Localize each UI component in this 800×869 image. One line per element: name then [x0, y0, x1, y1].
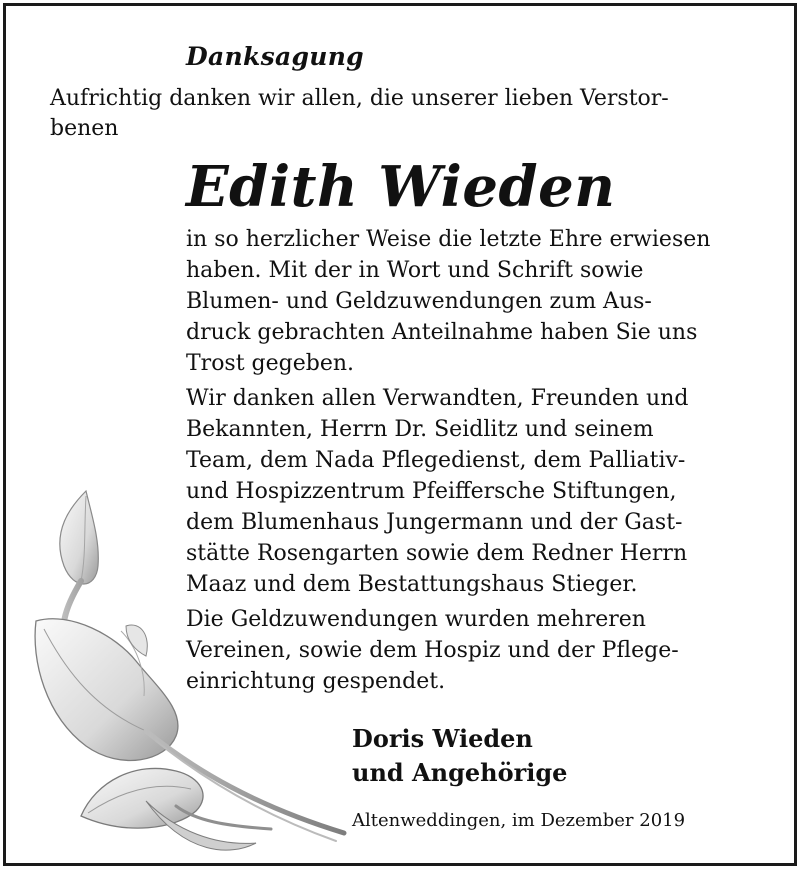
intro-text	[50, 84, 750, 144]
body-line: in so herzlicher Weise die letzte Ehre erwiesen	[186, 227, 711, 252]
deceased-name: Edith Wieden	[186, 154, 616, 220]
body-line: Trost gegeben.	[186, 351, 355, 376]
body-line: und Hospizzentrum Pfeiffersche Stiftungen,	[186, 479, 677, 504]
body-line: einrichtung gespendet.	[186, 669, 446, 694]
body-line: Die Geldzuwendungen wurden mehreren	[186, 607, 646, 632]
bud-petal	[60, 491, 99, 584]
body-line: Wir danken allen Verwandten, Freunden und	[186, 386, 689, 411]
body-line: Maaz und dem Bestattungshaus Stieger.	[186, 572, 638, 597]
signature-line: und Angehörige	[352, 758, 568, 787]
body-line: dem Blumenhaus Jungermann und der Gast-	[186, 510, 683, 535]
body-line: haben. Mit der in Wort und Schrift sowie	[186, 258, 644, 283]
body-line: Vereinen, sowie dem Hospiz und der Pflege-	[186, 638, 679, 663]
signature-line: Doris Wieden	[352, 724, 533, 753]
intro-line: benen	[50, 116, 119, 141]
body-line: druck gebrachten Anteilnahme haben Sie uns	[186, 320, 698, 345]
obituary-notice-frame	[3, 3, 797, 866]
intro-line: Aufrichtig danken wir allen, die unserer lieben Verstor-	[50, 86, 669, 111]
place-date: Altenweddingen, im Dezember 2019	[352, 810, 686, 831]
flower-petal	[81, 768, 203, 828]
paragraph-thanks-intro	[186, 224, 766, 379]
notice-heading: Danksagung	[186, 42, 364, 71]
body-line: stätte Rosengarten sowie dem Redner Herrn	[186, 541, 688, 566]
body-line: Bekannten, Herrn Dr. Seidlitz und seinem	[186, 417, 654, 442]
calla-lily-flower-icon	[26, 471, 356, 861]
body-line: Blumen- und Geldzuwendungen zum Aus-	[186, 289, 652, 314]
signature-block	[352, 722, 567, 790]
body-line: Team, dem Nada Pflegedienst, dem Palliativ-	[186, 448, 686, 473]
